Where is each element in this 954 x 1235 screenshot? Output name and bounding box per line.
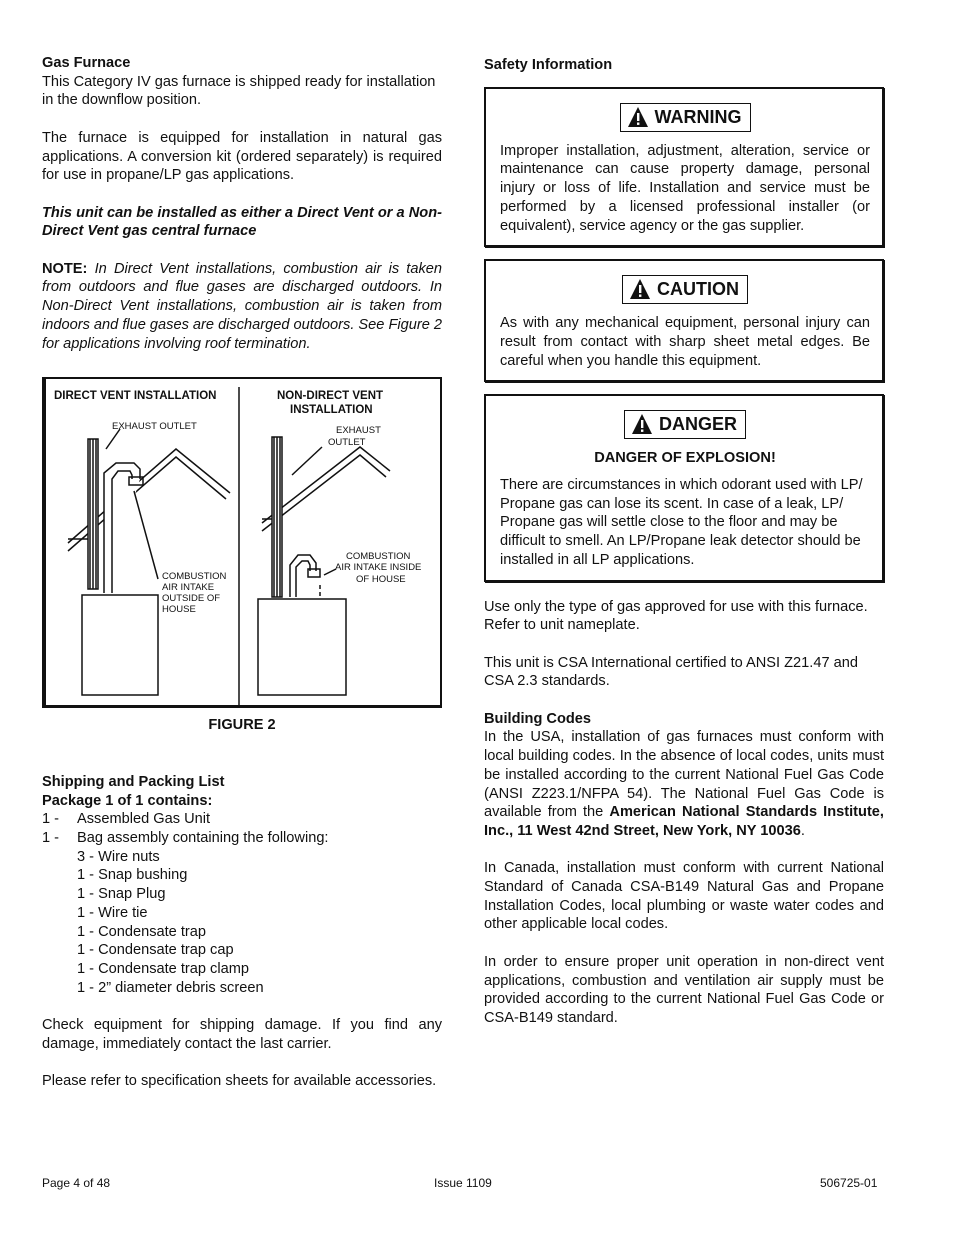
sublist-item: 1 - Snap Plug — [77, 886, 166, 903]
nondirect-vent-title-1: NON-DIRECT VENT — [277, 390, 384, 403]
canada-codes-text: In Canada, installation must conform with current National Standard of Canada CSA-B149 Natural Gas and Propane Installation Codes, local plumbing or waste water codes and other applicable local codes. — [484, 860, 884, 933]
csa-text: This unit is CSA International certified to ANSI Z21.47 and CSA 2.3 standards. — [484, 654, 858, 690]
shipping-heading: Shipping and Packing List — [42, 773, 225, 790]
intake-outside-label-1: COMBUSTION — [162, 571, 227, 583]
caution-badge: CAUTION — [622, 275, 748, 304]
danger-badge: DANGER — [624, 410, 746, 439]
refer-accessories-text: Please refer to specification sheets for available accessories. — [42, 1073, 437, 1090]
warning-triangle-icon — [627, 106, 649, 128]
non-direct-vent-text: In order to ensure proper unit operation in non-direct vent applications, combustion and ventilation air supply must be provided according to the current National Fuel Gas Code or CSA-B149 standard. — [484, 953, 884, 1026]
figure-caption: FIGURE 2 — [208, 717, 276, 734]
safety-heading: Safety Information — [484, 57, 613, 73]
building-codes-heading: Building Codes — [484, 710, 592, 727]
warning-box — [484, 87, 884, 248]
sublist-item: 1 - Condensate trap clamp — [77, 960, 249, 977]
sublist-item: 3 - Wire nuts — [77, 848, 160, 865]
issue-number: Issue 1109 — [434, 1176, 492, 1190]
intake-outside-label-3: OUTSIDE OF — [162, 593, 221, 605]
ansi-address: American National Standards Institute, Inc., 11 West 42nd Street, New York, NY 10036 — [484, 804, 884, 839]
caution-triangle-icon — [629, 278, 651, 300]
intake-inside-label-1: COMBUSTION — [346, 551, 411, 563]
exhaust-outlet-label-2b: OUTLET — [328, 437, 366, 449]
right-column — [484, 56, 884, 1028]
direct-vent-emphasis: This unit can be installed as either a Direct Vent or a Non-Direct Vent gas central furnace — [42, 204, 442, 240]
vent-installation-illustration — [46, 379, 446, 705]
bag-contents-list — [42, 848, 442, 998]
list-item: 1 - Bag assembly containing the following: — [42, 830, 329, 847]
sublist-item: 1 - Snap bushing — [77, 867, 188, 884]
caution-box — [484, 259, 884, 382]
note-label: NOTE: — [42, 260, 88, 277]
intake-inside-label-3: OF HOUSE — [356, 574, 406, 586]
figure-2-diagram — [42, 377, 442, 708]
left-column — [42, 54, 442, 1091]
warning-text: Improper installation, adjustment, alteration, service or maintenance can cause property damage, personal injury or loss of life. Installation and service must be performed by a licensed professional installer (or equivalent), service agency or the gas supplier. — [500, 142, 870, 234]
usa-codes-paragraph: In the USA, installation of gas furnaces must conform with local building codes. In the absence of local codes, units must be installed according to the current National Fuel Gas Code (ANSI Z223.1/NFPA 54). The National Fuel Gas Code is available from the American National Standards Institute, Inc., 11 West 42nd Street, New York, NY 10036. — [484, 729, 884, 839]
direct-vent-drawing — [68, 429, 230, 695]
nondirect-vent-title-2: INSTALLATION — [290, 404, 373, 417]
intake-inside-label-2: AIR INTAKE INSIDE — [335, 562, 422, 574]
use-only-text: Use only the type of gas approved for use with this furnace. Refer to unit nameplate. — [484, 598, 868, 634]
document-number: 506725-01 — [820, 1176, 878, 1190]
gas-furnace-heading: Gas Furnace — [42, 55, 131, 71]
caution-text: As with any mechanical equipment, personal injury can result from contact with sharp sheet metal edges. Be careful when you handle this equipment. — [500, 315, 870, 369]
sublist-item: 1 - Condensate trap — [77, 923, 206, 940]
exhaust-outlet-label-2a: EXHAUST — [336, 425, 381, 437]
danger-box — [484, 394, 884, 581]
package-heading: Package 1 of 1 contains: — [42, 792, 213, 809]
sublist-item: 1 - Condensate trap cap — [77, 942, 234, 959]
danger-subheading: DANGER OF EXPLOSION! — [594, 450, 776, 467]
gas-furnace-text: This Category IV gas furnace is shipped ready for installation in the downflow position. — [42, 73, 436, 109]
equipped-text: The furnace is equipped for installation in natural gas applications. A conversion kit (ordered separately) is required for use in propane/LP gas applications. — [42, 129, 442, 184]
note-text: In Direct Vent installations, combustion air is taken from outdoors and flue gases are discharged outdoors. In Non-Direct Vent installations, combustion air is taken from indoors and flue gases are discharged outdoors. See Figure 2 for applications involving roof termination. — [42, 260, 442, 352]
check-damage-text: Check equipment for shipping damage. If you find any damage, immediately contact the last carrier. — [42, 1017, 442, 1052]
exhaust-outlet-label-1: EXHAUST OUTLET — [112, 421, 197, 433]
danger-text: There are circumstances in which odorant used with LP/ Propane gas can lose its scent. In case of a leak, LP/ Propane gas will settle close to the floor and may be difficult to smell. An LP/Propane leak detector should be installed in all LP applications. — [500, 477, 863, 568]
note-paragraph — [42, 260, 442, 354]
direct-vent-title: DIRECT VENT INSTALLATION — [54, 390, 217, 403]
intake-outside-label-4: HOUSE — [162, 604, 196, 616]
page-number: Page 4 of 48 — [42, 1176, 111, 1190]
warning-badge: WARNING — [620, 103, 751, 132]
intake-outside-label-2: AIR INTAKE — [162, 582, 215, 594]
sublist-item: 1 - 2” diameter debris screen — [77, 979, 264, 996]
sublist-item: 1 - Wire tie — [77, 904, 148, 921]
danger-triangle-icon — [631, 413, 653, 435]
list-item: 1 - Assembled Gas Unit — [42, 811, 211, 828]
